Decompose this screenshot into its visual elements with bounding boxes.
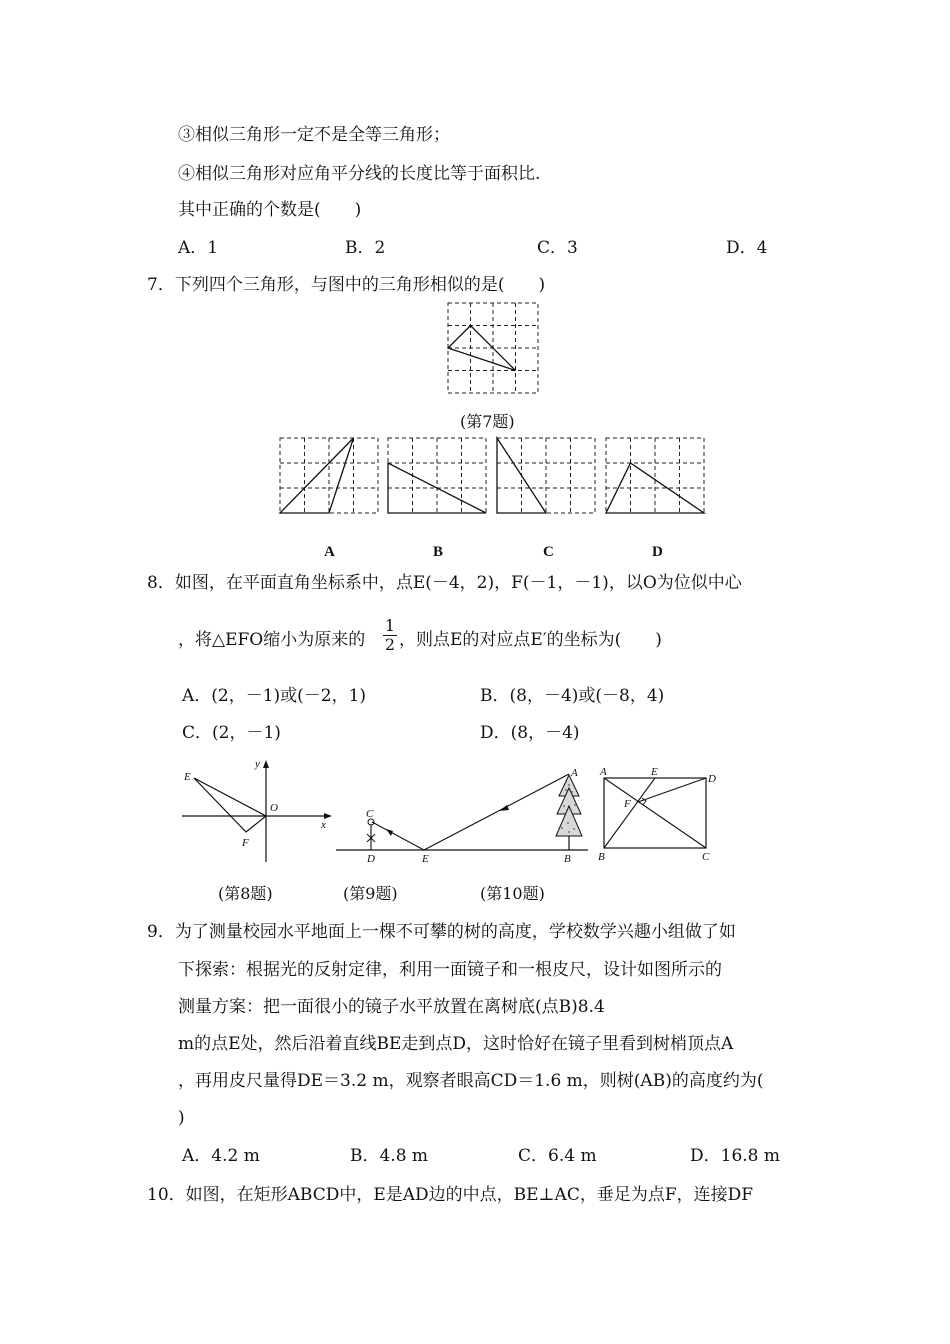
q7-choice-a-label: A	[324, 544, 335, 560]
q6-item-4: ④相似三角形对应角平分线的长度比等于面积比.	[178, 164, 541, 184]
q8-fraction-denominator: 2	[384, 635, 396, 654]
label-y: y	[255, 758, 260, 770]
diagonal-ac	[604, 778, 706, 848]
q6-prompt: 其中正确的个数是( )	[178, 200, 362, 220]
ray-arrow-ec	[386, 829, 393, 836]
q9-option-c: C．6.4 m	[518, 1146, 597, 1166]
q6-item-3: ③相似三角形一定不是全等三角形；	[178, 125, 450, 145]
label-c: C	[702, 851, 710, 863]
q7-choice-a-figure	[280, 438, 380, 514]
label-x: x	[321, 819, 326, 831]
q8-option-b: B．(8，－4)或(－8，4)	[480, 686, 665, 706]
label-e: E	[184, 771, 191, 783]
q6-option-a: A．1	[178, 238, 219, 258]
label-d: D	[708, 773, 716, 785]
q8-option-a: A．(2，－1)或(－2，1)	[182, 686, 367, 706]
q6-option-b: B．2	[345, 238, 386, 258]
label-c: C	[366, 808, 374, 820]
q7-choice-d-label: D	[652, 544, 663, 560]
label-e: E	[422, 853, 429, 865]
q8-stem-line2-before: ，将△EFO缩小为原来的	[178, 630, 366, 650]
q9-line-2: 下探索：根据光的反射定律，利用一面镜子和一根皮尺，设计如图所示的	[178, 960, 722, 980]
q10-caption: (第10题)	[480, 884, 545, 903]
q8-fraction-numerator: 1	[384, 616, 396, 635]
q10-stem: 10．如图，在矩形ABCD中，E是AD边的中点，BE⊥AC，垂足为点F，连接DF	[147, 1185, 754, 1205]
segment-df	[638, 778, 706, 802]
q10-figure	[596, 764, 726, 864]
q7-caption: (第7题)	[460, 412, 515, 431]
q8-stem-line1: 8．如图，在平面直角坐标系中，点E(－4，2)，F(－1，－1)，以O为位似中心	[147, 573, 742, 593]
q8-option-c: C．(2，－1)	[182, 723, 281, 743]
label-b: B	[564, 853, 571, 865]
q9-option-b: B．4.8 m	[350, 1146, 429, 1166]
q6-option-c: C．3	[537, 238, 578, 258]
q7-choice-d-figure	[606, 438, 706, 514]
label-b: B	[598, 851, 605, 863]
q8-figure	[178, 758, 338, 868]
light-ray-ae	[424, 774, 569, 850]
q7-choice-c-label: C	[543, 544, 554, 560]
q8-stem-line2-after: ，则点E的对应点E′的坐标为( )	[399, 630, 662, 650]
label-a: A	[600, 766, 607, 778]
q9-line-1: 9．为了测量校园水平地面上一棵不可攀的树的高度，学校数学兴趣小组做了如	[147, 922, 736, 942]
label-e: E	[651, 766, 658, 778]
q9-option-a: A．4.2 m	[182, 1146, 260, 1166]
q7-choice-a-triangle	[280, 438, 354, 513]
q8-option-d: D．(8，－4)	[480, 723, 580, 743]
q9-line-4: m的点E处，然后沿着直线BE走到点D，这时恰好在镜子里看到树梢顶点A	[178, 1034, 734, 1054]
q9-line-3: 测量方案：把一面很小的镜子水平放置在离树底(点B)8.4	[178, 997, 605, 1017]
label-a: A	[571, 767, 578, 779]
label-f: F	[242, 837, 249, 849]
label-o: O	[270, 802, 278, 814]
q9-caption: (第9题)	[343, 884, 398, 903]
label-f: F	[624, 798, 631, 810]
q9-line-5: ，再用皮尺量得DE＝3.2 m，观察者眼高CD＝1.6 m，则树(AB)的高度约为(	[178, 1071, 764, 1091]
q7-reference-figure	[448, 303, 540, 395]
q7-choice-c-figure	[497, 438, 597, 514]
q9-option-d: D．16.8 m	[690, 1146, 781, 1166]
triangle-efo	[194, 778, 266, 832]
y-axis-arrow	[263, 760, 269, 768]
q9-line-6: )	[178, 1108, 185, 1128]
q6-option-d: D．4	[726, 238, 768, 258]
q9-figure	[336, 766, 592, 866]
light-ray-ec	[372, 822, 424, 850]
label-d: D	[367, 853, 375, 865]
q8-caption: (第8题)	[218, 884, 273, 903]
q7-choice-b-figure	[388, 438, 488, 514]
q8-fraction	[383, 617, 397, 654]
q7-stem: 7．下列四个三角形，与图中的三角形相似的是( )	[147, 275, 546, 295]
q7-choice-b-label: B	[433, 544, 444, 560]
segment-be	[604, 778, 655, 848]
